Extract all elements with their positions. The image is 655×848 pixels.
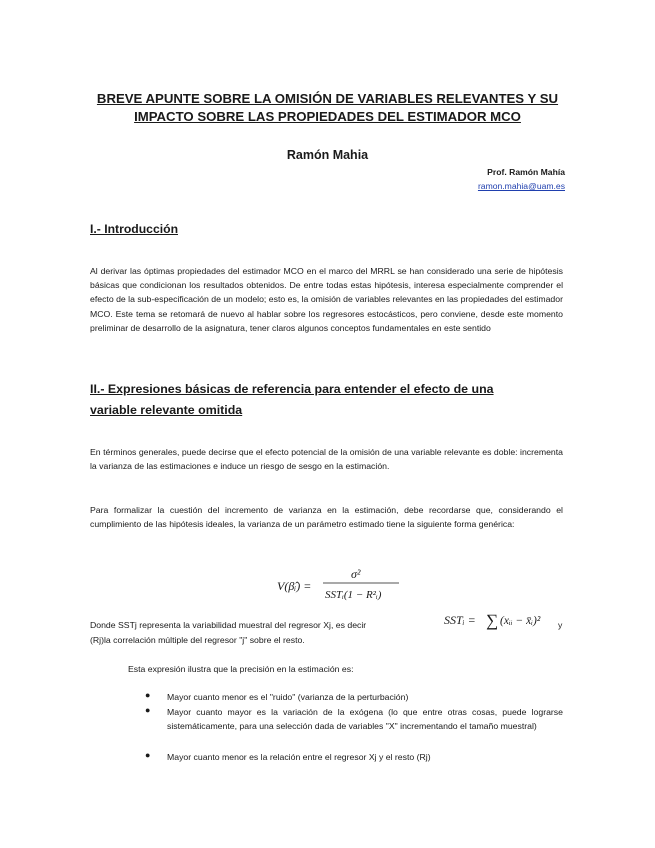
sst-formula-sum: ∑ — [486, 611, 499, 630]
variance-formula-denominator: SSTᵢ(1 − R²ᵢ) — [325, 589, 382, 601]
bullet-icon: ● — [145, 690, 151, 700]
sst-formula — [444, 604, 556, 634]
section-2-heading — [90, 379, 570, 421]
title-line-2: IMPACTO SOBRE LAS PROPIEDADES DEL ESTIMADOR MCO — [134, 109, 521, 124]
section-2-heading-line-2: variable relevante omitida — [90, 403, 243, 417]
bullet-item-2: Mayor cuanto mayor es la variación de la exógena (lo que entre otras cosas, puede lograrse sistemáticamente, para una selección dada de variables "X" incrementando el tamaño muestral) — [167, 707, 563, 732]
section-2-paragraph-2: Para formalizar la cuestión del incremento de varianza en la estimación, debe recordarse que, considerando el cumplimiento de las hipótesis ideales, la varianza de un parámetro estimado tiene la siguiente forma genérica: — [90, 505, 563, 530]
author-name: Ramón Mahia — [286, 148, 369, 162]
document-title — [90, 90, 565, 126]
section-2-heading-line-1: II.- Expresiones básicas de referencia para entender el efecto de una — [90, 382, 494, 396]
section-1-heading: I.- Introducción — [90, 222, 179, 236]
bullet-item-3: Mayor cuanto menor es la relación entre el regresor Xj y el resto (Rj) — [167, 752, 431, 762]
y-connector-text: y — [558, 620, 563, 630]
sst-formula-body: (xᵢᵢ − x̄ᵢ)² — [500, 615, 541, 627]
variance-formula-numerator: σ² — [351, 567, 361, 581]
section-2-paragraph-1: En términos generales, puede decirse que el efecto potencial de la omisión de una variable relevante es doble: incrementa la varianza de las estimaciones e induce un riesgo de sesgo en la estimación. — [90, 447, 563, 472]
variance-formula-lhs: V(β̂ᵢ) = — [277, 579, 312, 593]
bullet-item-1: Mayor cuanto menor es el "ruido" (varianza de la perturbación) — [167, 692, 409, 702]
list-intro-text: Esta expresión ilustra que la precisión en la estimación es: — [128, 664, 354, 674]
variance-formula — [277, 564, 402, 606]
sst-formula-lhs: SSTᵢ = — [444, 613, 476, 627]
author-email-link[interactable]: ramon.mahia@uam.es — [477, 181, 565, 191]
professor-name: Prof. Ramón Mahía — [487, 167, 565, 177]
rj-text: (Rj)la correlación múltiple del regresor "j" sobre el resto. — [90, 635, 305, 645]
bullet-icon: ● — [145, 750, 151, 760]
donde-text: Donde SSTj representa la variabilidad muestral del regresor Xj, es decir — [90, 620, 367, 630]
title-line-1: BREVE APUNTE SOBRE LA OMISIÓN DE VARIABLES RELEVANTES Y SU — [96, 91, 559, 106]
bullet-icon: ● — [145, 705, 151, 715]
section-1-paragraph: Al derivar las óptimas propiedades del estimador MCO en el marco del MRRL se han considerado una serie de hipótesis básicas que condicionan los resultados obtenidos. De entre todas estas hipótesis, interesa especialmente comprender el efecto de la sub-especificación de un modelo; esto es, la omisión de variables relevantes en las propiedades del estimador MCO. Este tema se retomará de nuevo al hablar sobre los regresores estocásticos, pero conviene, desde este momento preliminar de desarrollo de la asignatura, tener claros algunos conceptos fundamentales en este sentido — [90, 266, 563, 333]
